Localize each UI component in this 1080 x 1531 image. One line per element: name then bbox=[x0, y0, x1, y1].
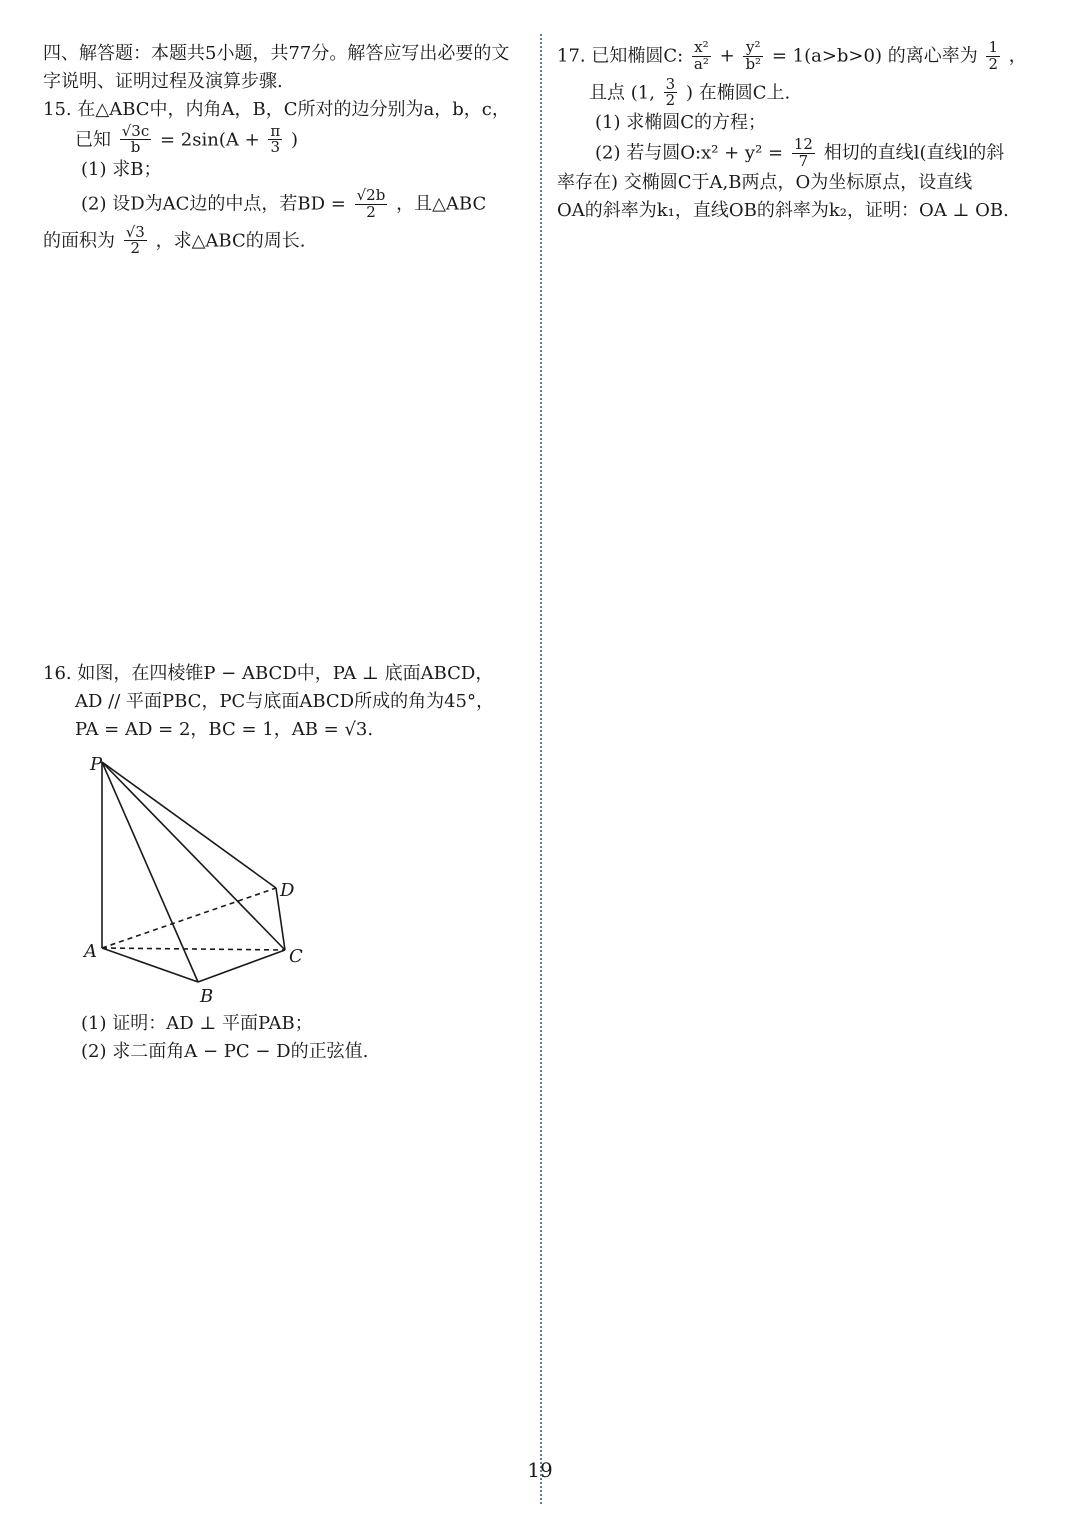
frac-den: b bbox=[130, 138, 141, 157]
edge-AB bbox=[102, 948, 198, 982]
q16-line1: 16. 如图，在四棱锥P − ABCD中，PA ⊥ 底面ABCD， bbox=[43, 663, 494, 684]
edge-AC-hidden bbox=[102, 948, 285, 950]
q17-plus: + bbox=[719, 45, 735, 67]
frac-num: x² bbox=[692, 40, 711, 57]
q17-pt-open: (1, bbox=[630, 81, 655, 103]
q17-part2-lead: (2) 若与圆O:x² + y² = bbox=[595, 142, 784, 164]
section-heading-line1: 四、解答题：本题共5小题，共77分。解答应写出必要的文 bbox=[43, 43, 510, 64]
q17-part1: (1) 求椭圆C的方程； bbox=[595, 112, 766, 133]
q17-part2 bbox=[557, 134, 1047, 170]
q17-part2-end: 相切的直线l(直线l的斜 bbox=[823, 142, 1005, 164]
q17-stem bbox=[557, 40, 1047, 73]
label-C: C bbox=[289, 946, 303, 967]
edge-BC bbox=[198, 950, 285, 982]
frac-den: a² bbox=[693, 54, 709, 73]
q15-area bbox=[43, 222, 523, 258]
edge-PD bbox=[102, 762, 276, 888]
q15-area-lead: 的面积为 bbox=[43, 229, 115, 251]
q16-block bbox=[43, 660, 523, 744]
pyramid-figure bbox=[80, 752, 320, 1004]
frac-den: b² bbox=[745, 54, 762, 73]
q15-area-end: ，求△ABC的周长. bbox=[155, 229, 306, 251]
q17-lead: 17. 已知椭圆C: bbox=[557, 45, 684, 67]
q17-fraction-3-over-2 bbox=[664, 74, 678, 110]
frac-num: √2b bbox=[356, 186, 386, 205]
q17-comma: ， bbox=[1008, 45, 1027, 67]
q15-given bbox=[43, 121, 523, 157]
frac-den: 7 bbox=[798, 151, 809, 170]
left-column bbox=[43, 40, 523, 257]
q15-fraction-pi-over-3 bbox=[268, 121, 282, 157]
q17-line-b: OA的斜率为k₁，直线OB的斜率为k₂，证明：OA ⊥ OB. bbox=[557, 200, 1009, 222]
frac-num: 12 bbox=[793, 134, 813, 153]
q15-part2-lead: (2) 设D为AC边的中点，若BD = bbox=[81, 193, 346, 215]
frac-num: 3 bbox=[665, 74, 676, 93]
frac-den: 2 bbox=[366, 202, 376, 221]
q15-part2-end: ，且△ABC bbox=[396, 193, 487, 215]
q17-fraction-y2-over-b2 bbox=[743, 40, 763, 73]
frac-den: 3 bbox=[270, 138, 281, 157]
label-P: P bbox=[90, 754, 103, 775]
q15-fraction-sqrt3c-over-b bbox=[120, 121, 152, 157]
q15-given-mid: = 2sin(A + bbox=[159, 128, 260, 150]
column-divider bbox=[540, 34, 542, 1504]
q16-part1: (1) 证明：AD ⊥ 平面PAB； bbox=[81, 1013, 313, 1034]
frac-den: 2 bbox=[665, 91, 676, 110]
label-D: D bbox=[280, 880, 295, 901]
q15-given-end: ) bbox=[290, 128, 299, 150]
q17-pt-end: ) 在椭圆C上. bbox=[685, 81, 791, 103]
q17-fraction-x2-over-a2 bbox=[692, 40, 711, 73]
edge-PC bbox=[102, 762, 285, 950]
q16-line2: AD // 平面PBC，PC与底面ABCD所成的角为45°， bbox=[75, 690, 494, 712]
q16-line3: PA = AD = 2，BC = 1，AB = √3. bbox=[75, 718, 374, 740]
edge-AD-hidden bbox=[102, 888, 276, 948]
q15-fraction-sqrt2b-over-2 bbox=[355, 188, 388, 221]
frac-num: π bbox=[270, 121, 281, 140]
page-number: 19 bbox=[527, 1458, 553, 1482]
q17-pt-lead: 且点 bbox=[589, 81, 625, 103]
frac-num: √3 bbox=[125, 222, 145, 241]
label-B: B bbox=[200, 986, 214, 1004]
q17-block bbox=[557, 40, 1047, 225]
q16-parts bbox=[43, 1010, 523, 1066]
q15-stem: 15. 在△ABC中，内角A，B，C所对的边分别为a，b，c， bbox=[43, 98, 510, 120]
q17-eq-end: = 1(a>b>0) 的离心率为 bbox=[771, 45, 978, 67]
q17-line-a: 率存在) 交椭圆C于A,B两点，O为坐标原点，设直线 bbox=[557, 172, 973, 194]
q15-given-lead: 已知 bbox=[75, 128, 111, 150]
q17-fraction-1-over-2 bbox=[986, 40, 1000, 73]
q15-fraction-sqrt3-over-2 bbox=[124, 222, 147, 258]
section-heading-line2: 字说明、证明过程及演算步骤. bbox=[43, 70, 283, 92]
frac-den: 2 bbox=[130, 239, 141, 258]
q17-point bbox=[557, 74, 1047, 110]
frac-num: √3c bbox=[121, 121, 150, 140]
q15-part2 bbox=[43, 188, 523, 221]
label-A: A bbox=[84, 941, 97, 962]
frac-num: 1 bbox=[988, 38, 998, 56]
q15-part1: (1) 求B； bbox=[81, 159, 162, 181]
frac-num: y² bbox=[743, 40, 763, 57]
q16-part2: (2) 求二面角A − PC − D的正弦值. bbox=[81, 1040, 369, 1062]
q17-fraction-12-over-7 bbox=[792, 134, 815, 170]
frac-den: 2 bbox=[988, 54, 998, 73]
